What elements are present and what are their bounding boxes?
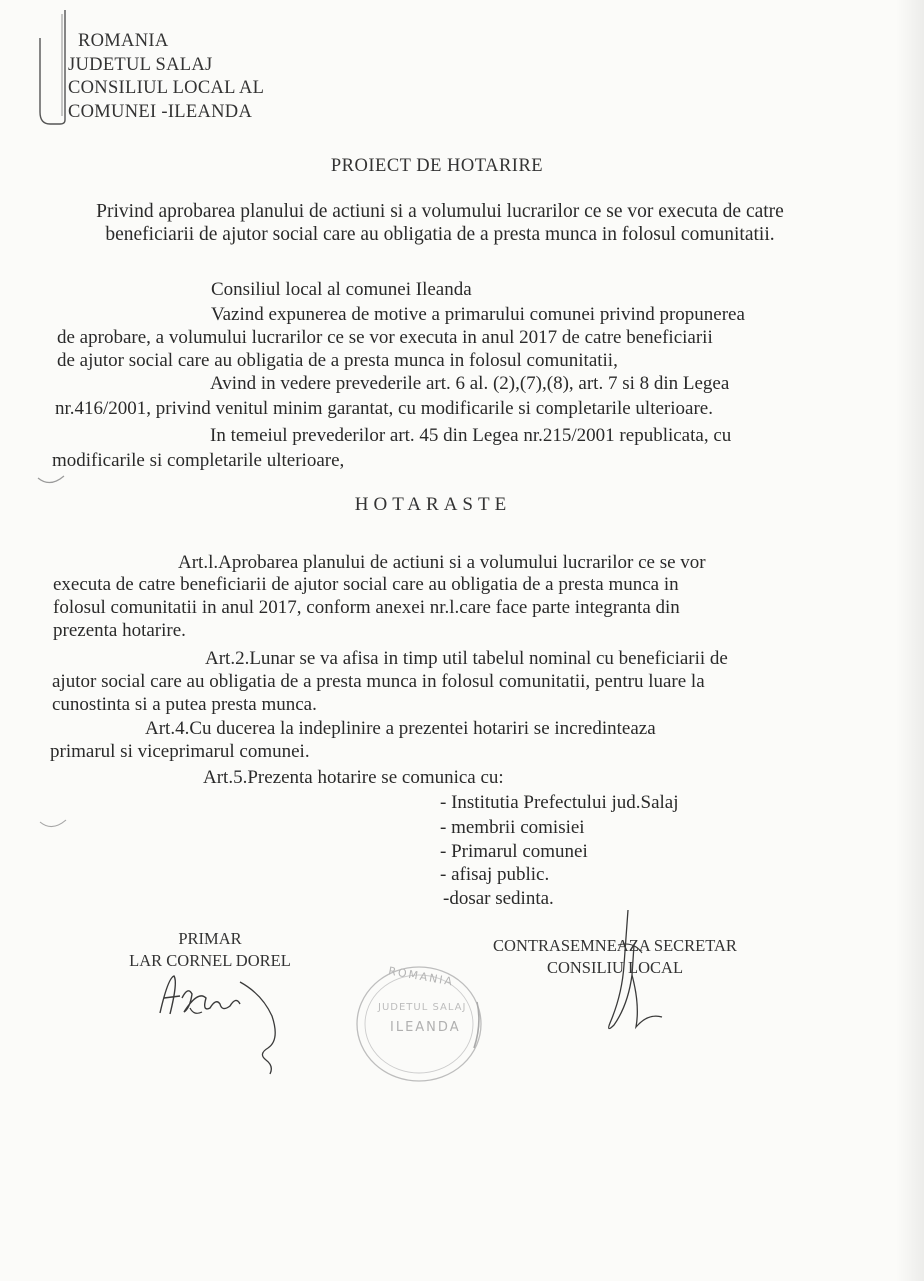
header-country: ROMANIA <box>78 31 169 51</box>
header-county: JUDETUL SALAJ <box>68 54 213 75</box>
header-council: CONSILIUL LOCAL AL <box>68 78 265 98</box>
recipient-4: - afisaj public. <box>440 864 550 885</box>
decision-heading: HOTARASTE <box>354 494 512 515</box>
document-subject <box>50 200 830 246</box>
subject-line-2: beneficiarii de ajutor social care au obligatia de a presta munca in folosul comunitatii. <box>105 224 775 245</box>
recipient-2: - membrii comisiei <box>440 817 585 838</box>
mayor-role: PRIMAR <box>178 929 242 948</box>
recipient-1: - Institutia Prefectului jud.Salaj <box>440 792 679 813</box>
binding-bracket <box>36 8 68 126</box>
mayor-signature-icon <box>150 968 300 1078</box>
stamp-text-mid1: JUDETUL SALAJ <box>378 1002 467 1013</box>
subject-line-1: Privind aprobarea planului de actiuni si a volumului lucrarilor ce se vor executa de catre <box>96 201 784 222</box>
art5-line1: Art.5.Prezenta hotarire se comunica cu: <box>203 767 504 788</box>
art4-line2: primarul si viceprimarul comunei. <box>50 741 310 762</box>
art2-line1: Art.2.Lunar se va afisa in timp util tabelul nominal cu beneficiarii de <box>205 648 728 669</box>
preamble-p3-line2: modificarile si completarile ulterioare, <box>52 450 345 471</box>
mayor-signature-block <box>110 928 310 972</box>
scan-edge-shadow <box>896 0 924 1281</box>
preamble-council: Consiliul local al comunei Ileanda <box>211 279 472 300</box>
secretary-body: CONSILIU LOCAL <box>546 958 684 977</box>
header-commune: COMUNEI -ILEANDA <box>68 101 253 122</box>
scan-mark-icon <box>34 462 74 492</box>
art1-line4: prezenta hotarire. <box>53 620 186 641</box>
preamble-p1-line2: de aprobare, a volumului lucrarilor ce se vor executa in anul 2017 de catre beneficiarii <box>57 327 713 348</box>
preamble-p3-line1: In temeiul prevederilor art. 45 din Legea nr.215/2001 republicata, cu <box>210 425 732 446</box>
scan-mark-icon <box>36 808 76 838</box>
mayor-name: LAR CORNEL DOREL <box>129 951 291 970</box>
art1-line1: Art.l.Aprobarea planului de actiuni si a volumului lucrarilor ce se vor <box>178 552 706 573</box>
secretary-role: CONTRASEMNEAZA SECRETAR <box>493 936 737 955</box>
stamp-text-top: ROMANIA <box>387 964 455 989</box>
stamp-text-mid2: ILEANDA <box>390 1020 461 1035</box>
recipient-3: - Primarul comunei <box>440 841 588 862</box>
art2-line2: ajutor social care au obligatia de a presta munca in folosul comunitatii, pentru luare la <box>52 671 705 692</box>
preamble-p2-line1: Avind in vedere prevederile art. 6 al. (2),(7),(8), art. 7 si 8 din Legea <box>210 373 730 394</box>
preamble-p1-line1: Vazind expunerea de motive a primarului comunei privind propunerea <box>211 304 745 325</box>
preamble-p1-line3: de ajutor social care au obligatia de a presta munca in folosul comunitatii, <box>57 350 618 371</box>
preamble-p2-line2: nr.416/2001, privind venitul minim garantat, cu modificarile si completarile ulterioare. <box>55 398 713 419</box>
art2-line3: cunostinta si a putea presta munca. <box>52 694 317 715</box>
art1-line3: folosul comunitatii in anul 2017, conform anexei nr.l.care face parte integranta din <box>53 597 680 618</box>
art4-line1: Art.4.Cu ducerea la indeplinire a prezentei hotariri se incredinteaza <box>145 718 656 739</box>
document-title: PROIECT DE HOTARIRE <box>330 156 544 176</box>
recipient-5: -dosar sedinta. <box>443 888 554 909</box>
secretary-signature-icon <box>588 905 678 1045</box>
art1-line2: executa de catre beneficiarii de ajutor social care au obligatia de a presta munca in <box>53 574 679 595</box>
issuer-header <box>68 30 264 124</box>
